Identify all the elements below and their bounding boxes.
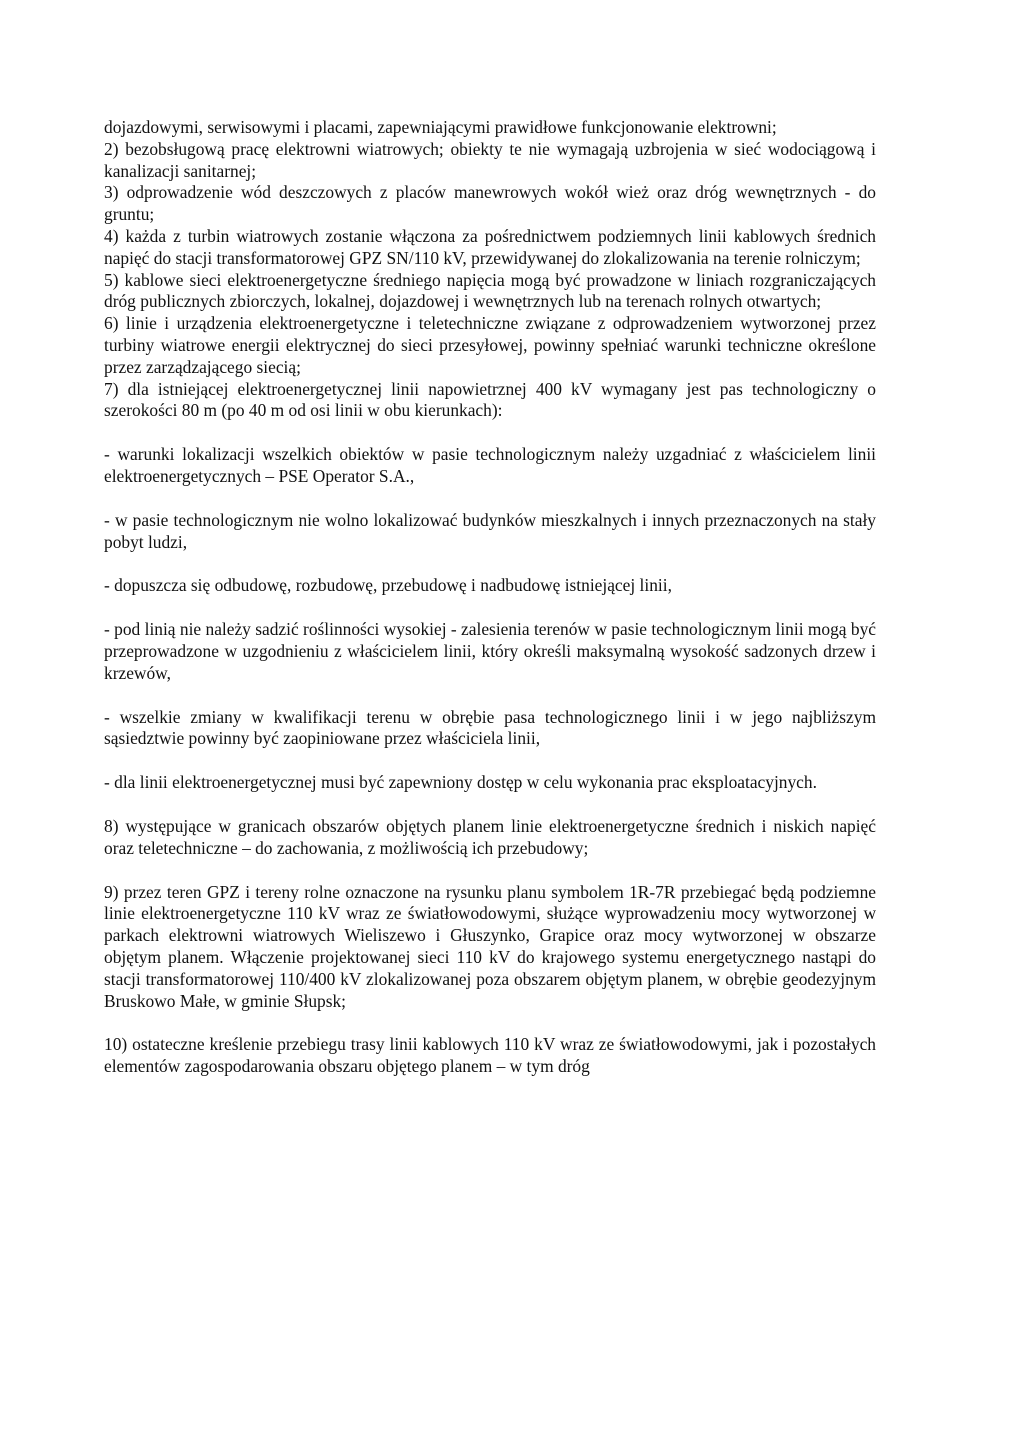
bullet-item-2: - w pasie technologicznym nie wolno lokalizować budynków mieszkalnych i innych przeznaczonych na stały pobyt ludzi, — [104, 509, 876, 552]
bullet-item-4: - pod linią nie należy sadzić roślinności wysokiej - zalesienia terenów w pasie technologicznym linii mogą być przeprowadzone w uzgodnieniu z właścicielem linii, który określi maksymalną wysokość sadzonych drzew i krzewów, — [104, 619, 876, 683]
bullet-item-6: - dla linii elektroenergetycznej musi być zapewniony dostęp w celu wykonania prac eksploatacyjnych. — [104, 772, 817, 793]
paragraph-item-8: 8) występujące w granicach obszarów objętych planem linie elektroenergetyczne średnich i niskich napięć oraz teletechniczne – do zachowania, z możliwością ich przebudowy; — [104, 815, 876, 858]
paragraph-item-7: 7) dla istniejącej elektroenergetycznej linii napowietrznej 400 kV wymagany jest pas technologiczny o szerokości 80 m (po 40 m od osi linii w obu kierunkach): — [104, 378, 876, 421]
paragraph-item-9: 9) przez teren GPZ i tereny rolne oznaczone na rysunku planu symbolem 1R-7R przebiegać będą podziemne linie elektroenergetyczne 110 kV wraz ze światłowodowymi, służące wyprowadzeniu mocy wytworzonej w parkach elektrowni wiatrowych Wieliszewo i Głuszynko, Grapice oraz mocy wytworzonej w obszarze objętym planem. Włączenie projektowanej sieci 110 kV do krajowego systemu energetycznego nastąpi do stacji transformatorowej 110/400 kV zlokalizowanej poza obszarem objętym planem, w obrębie geodezyjnym Bruskowo Małe, w gminie Słupsk; — [104, 881, 876, 1011]
paragraph-item-6: 6) linie i urządzenia elektroenergetyczne i teletechniczne związane z odprowadzeniem wytworzonej przez turbiny wiatrowe energii elektrycznej do sieci przesyłowej, powinny spełniać warunki techniczne określone przez zarządzającego siecią; — [104, 313, 876, 377]
paragraph-continuation: dojazdowymi, serwisowymi i placami, zapewniającymi prawidłowe funkcjonowanie elektrowni; — [104, 117, 777, 137]
bullet-item-1: - warunki lokalizacji wszelkich obiektów w pasie technologicznym należy uzgadniać z właścicielem linii elektroenergetycznych – PSE Operator S.A., — [104, 444, 876, 486]
paragraph-item-5: 5) kablowe sieci elektroenergetyczne średniego napięcia mogą być prowadzone w liniach rozgraniczających dróg publicznych zbiorczych, lokalnej, dojazdowej i wewnętrznych lub na terenach rolnych otwartych; — [104, 269, 876, 312]
paragraph-item-2: 2) bezobsługową pracę elektrowni wiatrowych; obiekty te nie wymagają uzbrojenia w sieć wodociągową i kanalizacji sanitarnej; — [104, 138, 876, 181]
bullet-item-5: - wszelkie zmiany w kwalifikacji terenu w obrębie pasa technologicznego linii i w jego najbliższym sąsiedztwie powinny być zaopiniowane przez właściciela linii, — [104, 706, 876, 749]
paragraph-item-4: 4) każda z turbin wiatrowych zostanie włączona za pośrednictwem podziemnych linii kablowych średnich napięć do stacji transformatorowej GPZ SN/110 kV, przewidywanej do zlokalizowania na terenie rolniczym; — [104, 225, 876, 268]
paragraph-item-3: 3) odprowadzenie wód deszczowych z placów manewrowych wokół wież oraz dróg wewnętrznych - do gruntu; — [104, 182, 876, 225]
paragraph-item-10: 10) ostateczne kreślenie przebiegu trasy linii kablowych 110 kV wraz ze światłowodowymi, jak i pozostałych elementów zagospodarowania obszaru objętego planem – w tym dróg — [104, 1034, 876, 1077]
bullet-item-3: - dopuszcza się odbudowę, rozbudowę, przebudowę i nadbudowę istniejącej linii, — [104, 575, 672, 596]
document-page — [104, 117, 876, 1078]
